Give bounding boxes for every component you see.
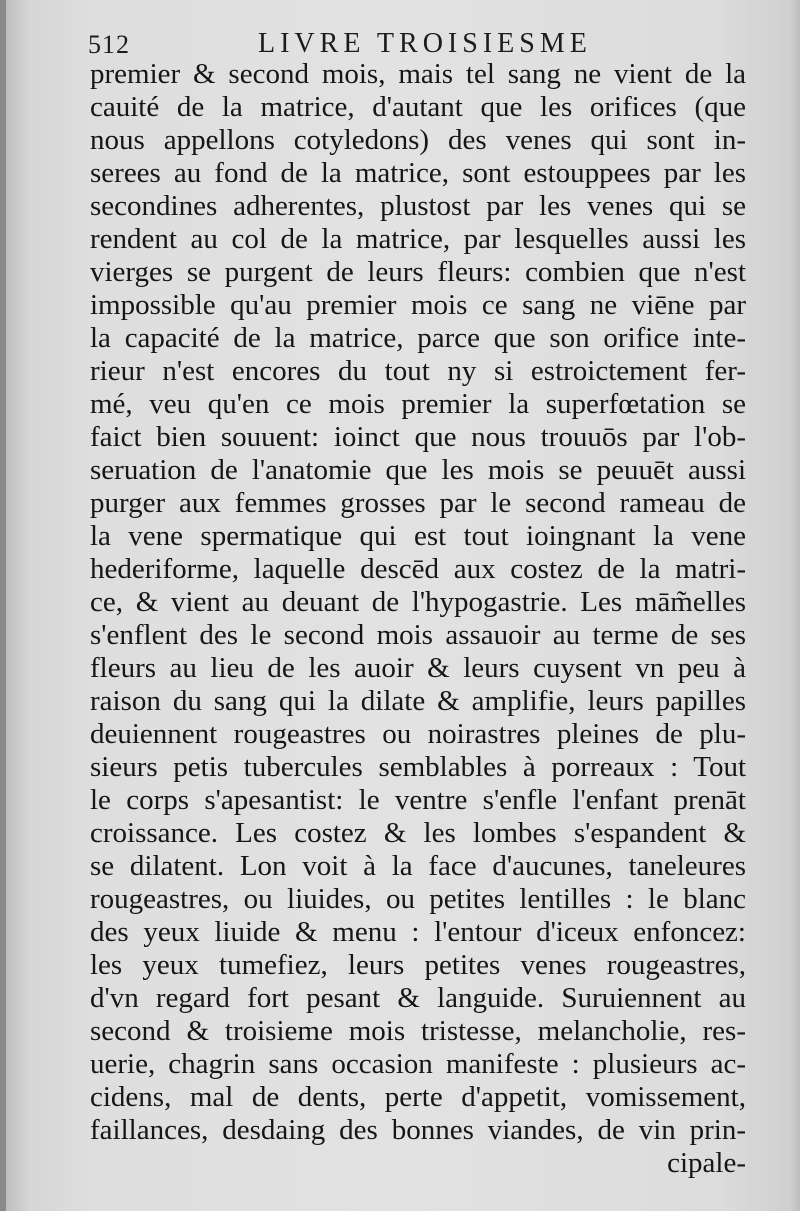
text-line: deuiennent rougeastres ou noirastres pleines de plu- — [90, 718, 746, 750]
text-line: hederiforme, laquelle descēd aux costez de la matri- — [90, 553, 746, 585]
text-line: nous appellons cotyledons) des venes qui sont in- — [90, 124, 746, 156]
catchword: cipale- — [667, 1147, 746, 1179]
text-line: faict bien souuent: ioinct que nous trouuōs par l'ob- — [90, 421, 746, 453]
text-line: cidens, mal de dents, perte d'appetit, vomissement, — [90, 1081, 746, 1113]
text-line: rieur n'est encores du tout ny si estroictement fer- — [90, 355, 746, 387]
text-line: faillances, desdaing des bonnes viandes, de vin prin- — [90, 1114, 746, 1146]
text-line: vierges se purgent de leurs fleurs: combien que n'est — [90, 256, 746, 288]
text-line: d'vn regard fort pesant & languide. Suruiennent au — [90, 982, 746, 1014]
text-line: impossible qu'au premier mois ce sang ne viēne par — [90, 289, 746, 321]
text-line: raison du sang qui la dilate & amplifie, leurs papilles — [90, 685, 746, 717]
text-line: la capacité de la matrice, parce que son orifice inte- — [90, 322, 746, 354]
text-line: s'enflent des le second mois assauoir au terme de ses — [90, 619, 746, 651]
text-line: premier & second mois, mais tel sang ne vient de la — [90, 58, 746, 90]
page-header — [88, 22, 718, 62]
text-line: serees au fond de la matrice, sont estouppees par les — [90, 157, 746, 189]
text-line: les yeux tumefiez, leurs petites venes rougeastres, — [90, 949, 746, 981]
text-line: secondines adherentes, plustost par les venes qui se — [90, 190, 746, 222]
text-line: mé, veu qu'en ce mois premier la superfœtation se — [90, 388, 746, 420]
text-line: seruation de l'anatomie que les mois se peuuēt aussi — [90, 454, 746, 486]
page-number: 512 — [88, 30, 130, 59]
running-title: LIVRE TROISIESME — [258, 28, 592, 59]
text-line: second & troisieme mois tristesse, melancholie, res- — [90, 1015, 746, 1047]
text-line: se dilatent. Lon voit à la face d'aucunes, taneleures — [90, 850, 746, 882]
text-line: croissance. Les costez & les lombes s'espandent & — [90, 817, 746, 849]
body-text — [90, 58, 746, 1180]
text-line: la vene spermatique qui est tout ioingnant la vene — [90, 520, 746, 552]
text-line: rougeastres, ou liuides, ou petites lentilles : le blanc — [90, 883, 746, 915]
text-line: purger aux femmes grosses par le second rameau de — [90, 487, 746, 519]
text-line: uerie, chagrin sans occasion manifeste : plusieurs ac- — [90, 1048, 746, 1080]
text-line: des yeux liuide & menu : l'entour d'iceux enfoncez: — [90, 916, 746, 948]
text-line: le corps s'apesantist: le ventre s'enfle l'enfant prenāt — [90, 784, 746, 816]
text-line: cauité de la matrice, d'autant que les orifices (que — [90, 91, 746, 123]
text-line: sieurs petis tubercules semblables à porreaux : Tout — [90, 751, 746, 783]
page-gutter-edge — [0, 0, 6, 1211]
text-line: ce, & vient au deuant de l'hypogastrie. Les mām̃elles — [90, 586, 746, 618]
text-line: rendent au col de la matrice, par lesquelles aussi les — [90, 223, 746, 255]
text-line: fleurs au lieu de les auoir & leurs cuysent vn peu à — [90, 652, 746, 684]
